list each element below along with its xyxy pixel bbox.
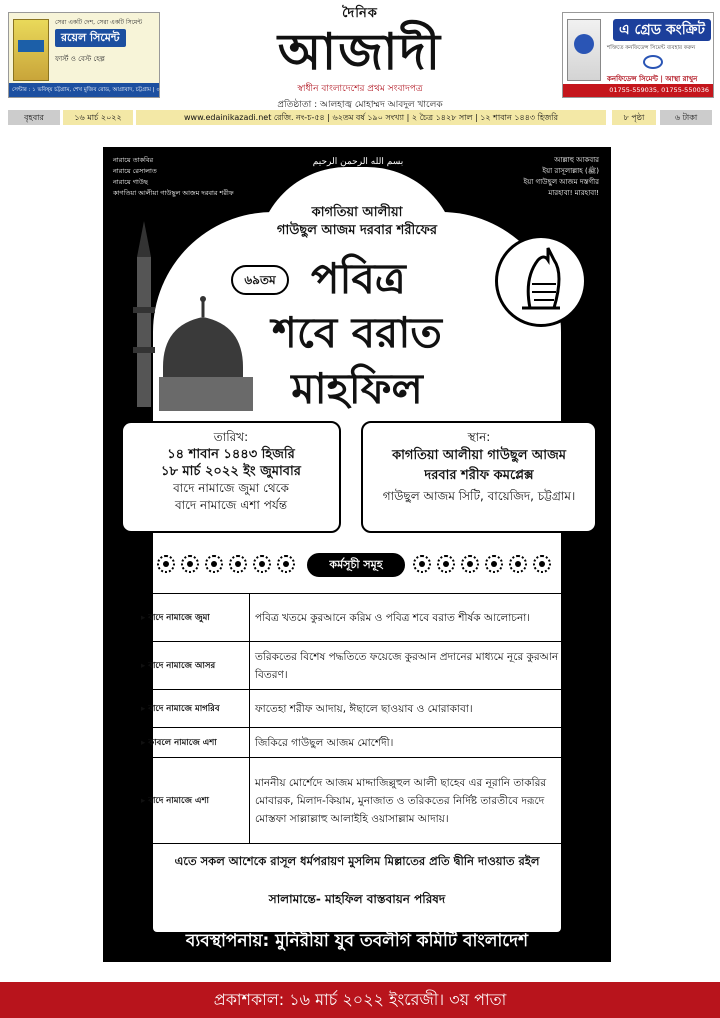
schedule-time-cell: ▸ কাবলে নামাজে এশা: [137, 728, 250, 758]
event-title-line3: মাহফিল: [291, 364, 423, 413]
event-title-line2: শবে বরাত: [272, 308, 442, 357]
schedule-time: বাদে নামাজে এশা: [148, 795, 209, 806]
rosette-icon: [205, 555, 223, 573]
ad-tagline: শক্তিতে কনফিডেন্স সিমেন্ট ব্যবহার করুন: [607, 45, 696, 51]
program-heading: কর্মসূচী সমূহ: [307, 553, 405, 577]
ad-phones: 01755-559035, 01755-550036: [563, 84, 713, 97]
publication-footer: প্রকাশকাল: ১৬ মার্চ ২০২২ ইংরেজী। ৩য় পাতা: [0, 982, 720, 1018]
schedule-time-cell: ▸ বাদে নামাজে জুমা: [137, 594, 250, 642]
newspaper-masthead: [180, 4, 540, 112]
schedule-time: বাদে নামাজে মাগরিব: [148, 703, 220, 714]
ad-tagline: ফার্স্ট ও বেস্ট হেল্প: [55, 55, 105, 63]
rosette-icon: [509, 555, 527, 573]
slogans-right: [524, 155, 599, 199]
date-strip: [8, 110, 712, 125]
rosette-icon: [229, 555, 247, 573]
confidence-logo-icon: [643, 55, 663, 69]
ad-confidence-cement[interactable]: [562, 12, 714, 98]
schedule-activity: জিকিরে গাউছুল আজম মোর্শেদী।: [250, 728, 578, 758]
schedule-table: [136, 593, 578, 844]
rosette-icon: [485, 555, 503, 573]
event-title-line1: পবিত্র: [311, 254, 406, 303]
strip-price: ৬ টাকা: [660, 110, 712, 125]
bismillah-calligraphy: بسم الله الرحمن الرحيم: [312, 157, 404, 167]
anniversary-badge: ৬৯তম: [231, 265, 289, 295]
slogan-line: ইয়া গাউছুল আজম দস্তগীর: [523, 178, 599, 186]
table-row: [137, 642, 578, 690]
ornament-left: [157, 555, 295, 577]
date-hijri: ১৪ শাবান ১৪৪৩ হিজরি: [167, 447, 295, 462]
schedule-time-cell: ▸ বাদে নামাজে আসর: [137, 642, 250, 690]
cement-bag-image: [13, 19, 49, 81]
slogans-left: [113, 155, 234, 199]
invitation-text: এতে সকল আশেকে রাসূল ধর্মপরায়ণ মুসলিম মিল্লাতের প্রতি দ্বীনি দাওয়াত রইল: [174, 854, 540, 868]
time-to: বাদে নামাজে এশা পর্যন্ত: [174, 498, 288, 512]
slogan-line: ইয়া রাসূলাল্লাহ (ﷺ): [542, 167, 599, 175]
schedule-time: বাদে নামাজে জুমা: [148, 612, 210, 623]
schedule-activity: তরিকতের বিশেষ পদ্ধতিতে ফয়েজে কুরআন প্রদানের মাধ্যমে নূরে কুরআন বিতরণ।: [250, 642, 578, 690]
newspaper-name: আজাদী: [277, 22, 443, 81]
date-box: [121, 421, 341, 533]
venue-box: [361, 421, 597, 533]
mahfil-poster: [103, 147, 611, 962]
rosette-icon: [533, 555, 551, 573]
masthead-small: দৈনিক: [342, 6, 378, 21]
date-label: তারিখ:: [213, 430, 249, 444]
rosette-icon: [277, 555, 295, 573]
table-row: [137, 758, 578, 844]
ad-footer: সেন্টার : ১ ভবিষ্য় চট্টগ্রাম, শেখ মুজিব রোড, আগ্রাবাদ, চট্টগ্রাম | ০১৭৩০-৩০৪৭৩০: [9, 83, 159, 97]
strip-info: www.edainikazadi.net রেজি. নং-চ-৫৪ | ৬২তম বর্ষ ১৯০ সংখ্যা | ২ চৈত্র ১৪২৮ সাল | ১২ শাবান ১৪৪৩ হিজরি: [136, 110, 606, 125]
rosette-icon: [413, 555, 431, 573]
rosette-icon: [181, 555, 199, 573]
ad-brand: এ গ্রেড কংক্রিট: [613, 19, 711, 41]
cement-bag-image: [567, 19, 601, 81]
ad-brand: রয়েল সিমেন্ট: [55, 29, 126, 47]
rosette-icon: [437, 555, 455, 573]
schedule-activity: ফাতেহা শরীফ আদায়, ঈছালে ছাওয়াব ও মোরাকাবা।: [250, 690, 578, 728]
rosette-icon: [253, 555, 271, 573]
rosette-icon: [461, 555, 479, 573]
date-gregorian: ১৮ মার্চ ২০২২ ইং জুমাবার: [161, 464, 301, 479]
table-row: [137, 594, 578, 642]
slogan-line: মারহাবা! মারহাবা!: [548, 189, 599, 197]
strip-day: বৃহবার: [8, 110, 60, 125]
slogan-line: নারায়ে রেসালাত: [113, 167, 157, 175]
ad-top-text: সেরা একটি দেশ, সেরা একটি সিমেন্ট: [55, 19, 143, 26]
time-from: বাদে নামাজে জুমা থেকে: [173, 481, 289, 495]
table-row: [137, 690, 578, 728]
venue-label: স্থান:: [467, 430, 491, 444]
schedule-activity: পবিত্র খতমে কুরআনে করিম ও পবিত্র শবে বরাত শীর্ষক আলোচনা।: [250, 594, 578, 642]
slogan-line: নারায়ে গাউছ: [113, 178, 148, 186]
rosette-icon: [157, 555, 175, 573]
ornament-right: [413, 555, 551, 577]
schedule-time-cell: ▸ বাদে নামাজে মাগরিব: [137, 690, 250, 728]
schedule-time: কাবলে নামাজে এশা: [148, 737, 217, 748]
venue-line2: দরবার শরীফ কমপ্লেক্স: [424, 468, 534, 483]
strip-pages: ৮ পৃষ্ঠা: [612, 110, 656, 125]
organiser-line: গাউছুল আজম দরবার শরীফের: [276, 223, 438, 238]
masthead-founder: প্রতিষ্ঠাতা : আলহাজ্ব মোহাম্মদ আবদুল খালেক: [277, 100, 443, 110]
schedule-time-cell: ▸ বাদে নামাজে এশা: [137, 758, 250, 844]
ad-brand-secondary: কনফিডেন্স সিমেন্ট | আস্থা রাখুন: [607, 75, 698, 83]
organiser-line: কাগতিয়া আলীয়া: [311, 205, 403, 220]
ad-royal-cement[interactable]: [8, 12, 198, 98]
management-line: ব্যবস্থাপনায়: মুনিরীয়া যুব তবলীগ কমিটি বাংলাদেশ: [185, 931, 529, 951]
schedule-time: বাদে নামাজে আসর: [148, 660, 216, 671]
table-row: [137, 728, 578, 758]
venue-line1: কাগতিয়া আলীয়া গাউছুল আজম: [392, 448, 566, 463]
slogan-line: কাগতিয়া আলীয়া গাউছুল আজম দরবার শরীফ: [113, 189, 234, 197]
slogan-line: আল্লাহু আকবার: [554, 156, 599, 164]
venue-address: গাউছুল আজম সিটি, বায়েজিদ, চট্টগ্রাম।: [382, 489, 576, 503]
salam-line: সালামান্তে- মাহফিল বাস্তবায়ন পরিষদ: [268, 892, 446, 906]
slogan-line: নারায়ে তাকবির: [113, 156, 154, 164]
masthead-slogan: স্বাধীন বাংলাদেশের প্রথম সংবাদপত্র: [297, 84, 423, 94]
schedule-activity: মাননীয় মোর্শেদে আজম মাদ্দাজিল্লুহুল আলী ছাহেব এর নূরানি তাকরির মোবারক, মিলাদ-কিয়াম, মুনাজাত ও তরিকতের নির্দিষ্ট তারতীবে দরূদে মোস্তফা সাল্লাল্লাহু আলাইহি ওয়াসাল্লাম আদায়।: [250, 758, 578, 844]
strip-date: ১৬ মার্চ ২০২২: [63, 110, 133, 125]
